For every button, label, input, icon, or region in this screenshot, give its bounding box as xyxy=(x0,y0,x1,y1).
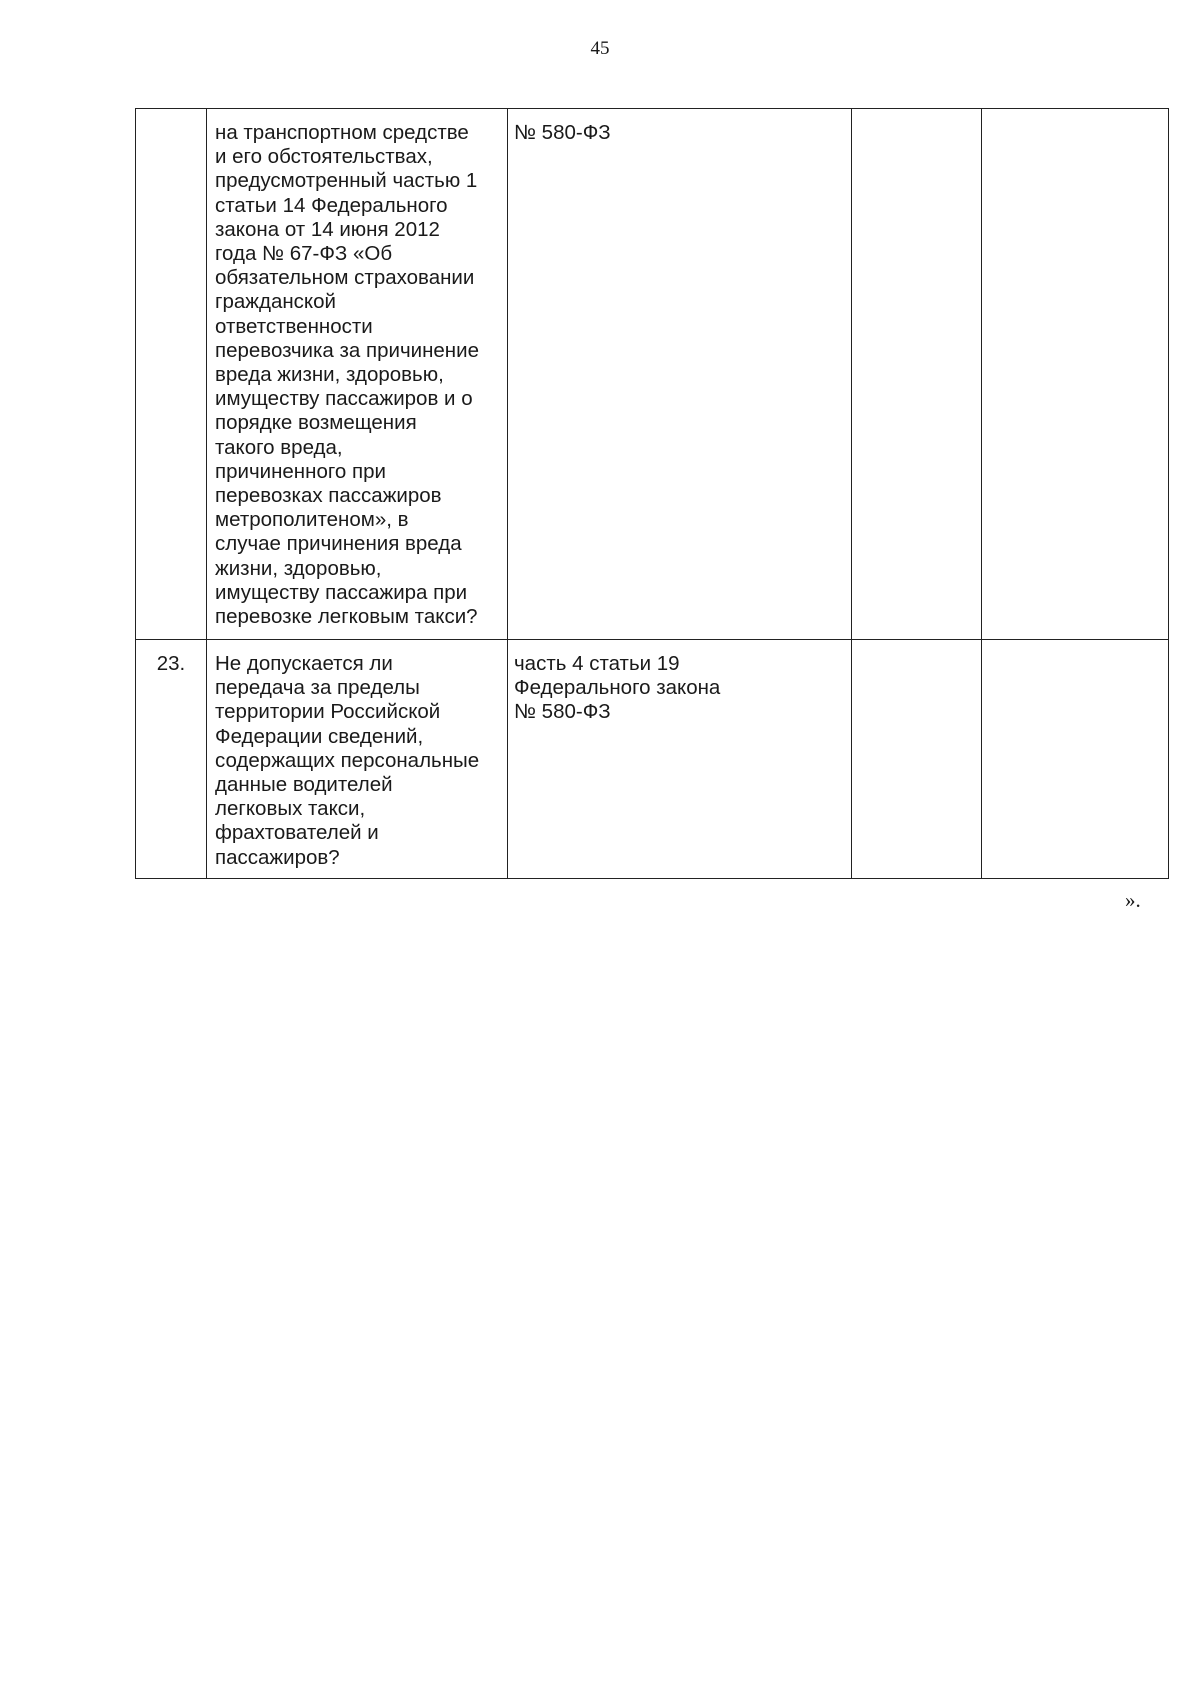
row-number xyxy=(136,109,206,127)
legal-reference-text: № 580-ФЗ xyxy=(514,121,611,144)
answer-cell xyxy=(852,640,982,879)
reference-cell xyxy=(508,640,852,879)
answer-text xyxy=(852,109,981,127)
closing-quote-mark: ». xyxy=(1125,888,1141,912)
table-row xyxy=(136,109,1169,640)
question-text: на транспортном средстве и его обстоятельствах, предусмотренный частью 1 статьи 14 Федерального закона от 14 июня 2012 года № 67-ФЗ «Об обязательном страховании гражданской ответственности перевозчика за причинение вреда жизни, здоровью, имуществу пассажиров и о порядке возмещения такого вреда, причиненного при перевозках пассажиров метрополитеном», в случае причинения вреда жизни, здоровью, имуществу пассажира при перевозке легковым такси? xyxy=(215,121,479,629)
note-cell xyxy=(982,640,1169,879)
table-row xyxy=(136,640,1169,879)
row-number: 23. xyxy=(156,652,186,675)
row-number-cell xyxy=(136,640,207,879)
row-number-cell xyxy=(136,109,207,640)
note-text xyxy=(982,640,1168,658)
answer-cell xyxy=(852,109,982,640)
note-text xyxy=(982,109,1168,127)
legal-reference-text: часть 4 статьи 19 Федерального закона № 580-ФЗ xyxy=(514,652,721,724)
note-cell xyxy=(982,109,1169,640)
page-number: 45 xyxy=(590,38,610,59)
reference-cell xyxy=(508,109,852,640)
requirements-table xyxy=(135,108,1169,879)
question-cell xyxy=(207,109,508,640)
question-cell xyxy=(207,640,508,879)
answer-text xyxy=(852,640,981,658)
question-text: Не допускается ли передача за пределы территории Российской Федерации сведений, содержащих персональные данные водителей легковых такси, фрахтователей и пассажиров? xyxy=(215,652,480,869)
